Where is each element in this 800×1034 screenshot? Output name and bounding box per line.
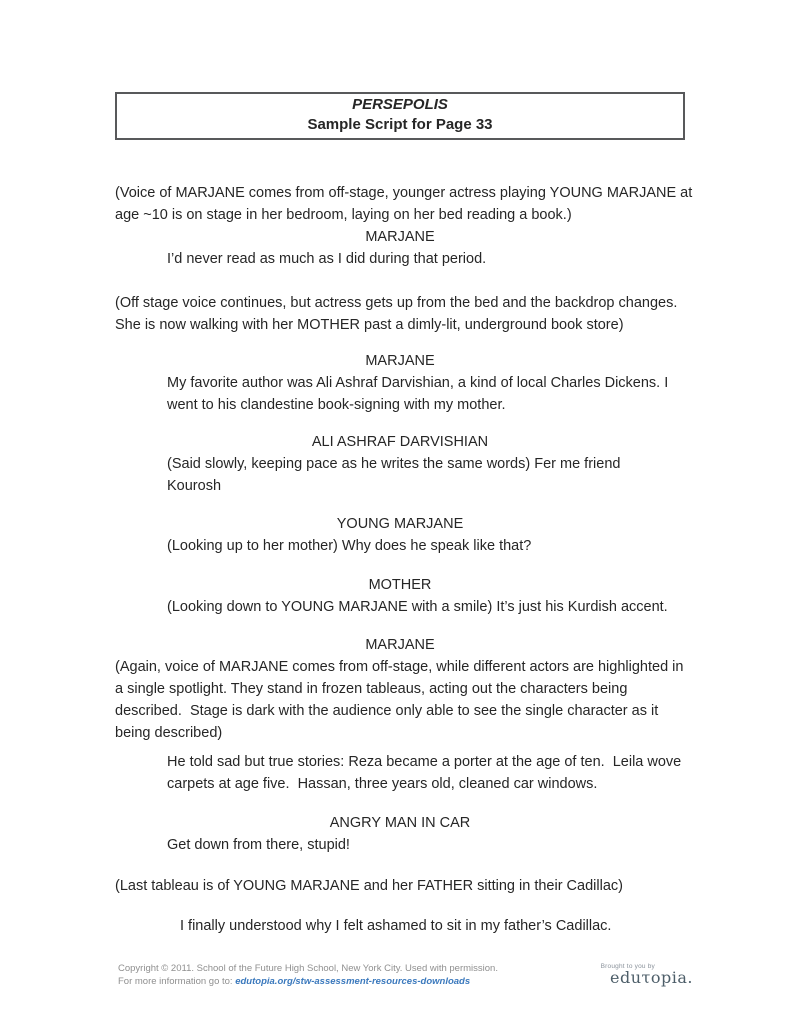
footer-branding xyxy=(545,963,693,986)
copyright-text: Copyright © 2011. School of the Future High School, New York City. Used with permission. xyxy=(118,963,498,974)
dialogue-line: (Looking up to her mother) Why does he speak like that? xyxy=(167,538,532,554)
dialogue-line: (Said slowly, keeping pace as he writes the same words) Fer me friend Kourosh xyxy=(167,456,621,494)
title-box xyxy=(115,92,685,140)
document-subtitle: Sample Script for Page 33 xyxy=(307,116,493,133)
stage-direction: (Again, voice of MARJANE comes from off-stage, while different actors are highlighted in a single spotlight. They stand in frozen tableaus, acting out the characters being described. Stage is dark with the audience only able to see the single character as it being described) xyxy=(115,659,684,741)
dialogue-line: I finally understood why I felt ashamed to sit in my father’s Cadillac. xyxy=(180,918,612,934)
character-name: MARJANE xyxy=(365,637,435,653)
character-name: ANGRY MAN IN CAR xyxy=(329,815,471,831)
dialogue-line: My favorite author was Ali Ashraf Darvishian, a kind of local Charles Dickens. I went to his clandestine book-signing with my mother. xyxy=(167,375,669,413)
stage-direction: (Voice of MARJANE comes from off-stage, younger actress playing YOUNG MARJANE at age ~10 is on stage in her bedroom, laying on her bed reading a book.) xyxy=(115,185,693,223)
more-info-line: For more information go to: edutopia.org/stw-assessment-resources-downloads xyxy=(118,976,471,987)
script-body xyxy=(115,182,693,937)
stage-direction: (Off stage voice continues, but actress gets up from the bed and the backdrop changes. She is now walking with her MOTHER past a dimly-lit, underground book store) xyxy=(115,295,678,333)
character-name: ALI ASHRAF DARVISHIAN xyxy=(311,434,489,450)
document-title: PERSEPOLIS xyxy=(352,96,448,113)
dialogue-line: He told sad but true stories: Reza became a porter at the age of ten. Leila wove carpets at age five. Hassan, three years old, cleaned car windows. xyxy=(167,754,682,792)
character-name: YOUNG MARJANE xyxy=(336,516,464,532)
dialogue-line: (Looking down to YOUNG MARJANE with a smile) It’s just his Kurdish accent. xyxy=(167,599,668,615)
brought-to-you-by-label: Brought to you by xyxy=(600,963,655,970)
character-name: MARJANE xyxy=(365,353,435,369)
edutopia-resources-link[interactable]: edutopia.org/stw-assessment-resources-downloads xyxy=(235,976,471,987)
character-name: MARJANE xyxy=(365,229,435,245)
dialogue-line: Get down from there, stupid! xyxy=(167,837,350,853)
character-name: MOTHER xyxy=(368,577,432,593)
dialogue-line: I’d never read as much as I did during that period. xyxy=(167,251,487,267)
document-page xyxy=(115,92,693,937)
footer-copyright xyxy=(118,962,498,988)
edutopia-logo: eduτopia. xyxy=(610,968,693,987)
stage-direction: (Last tableau is of YOUNG MARJANE and her FATHER sitting in their Cadillac) xyxy=(115,878,623,894)
